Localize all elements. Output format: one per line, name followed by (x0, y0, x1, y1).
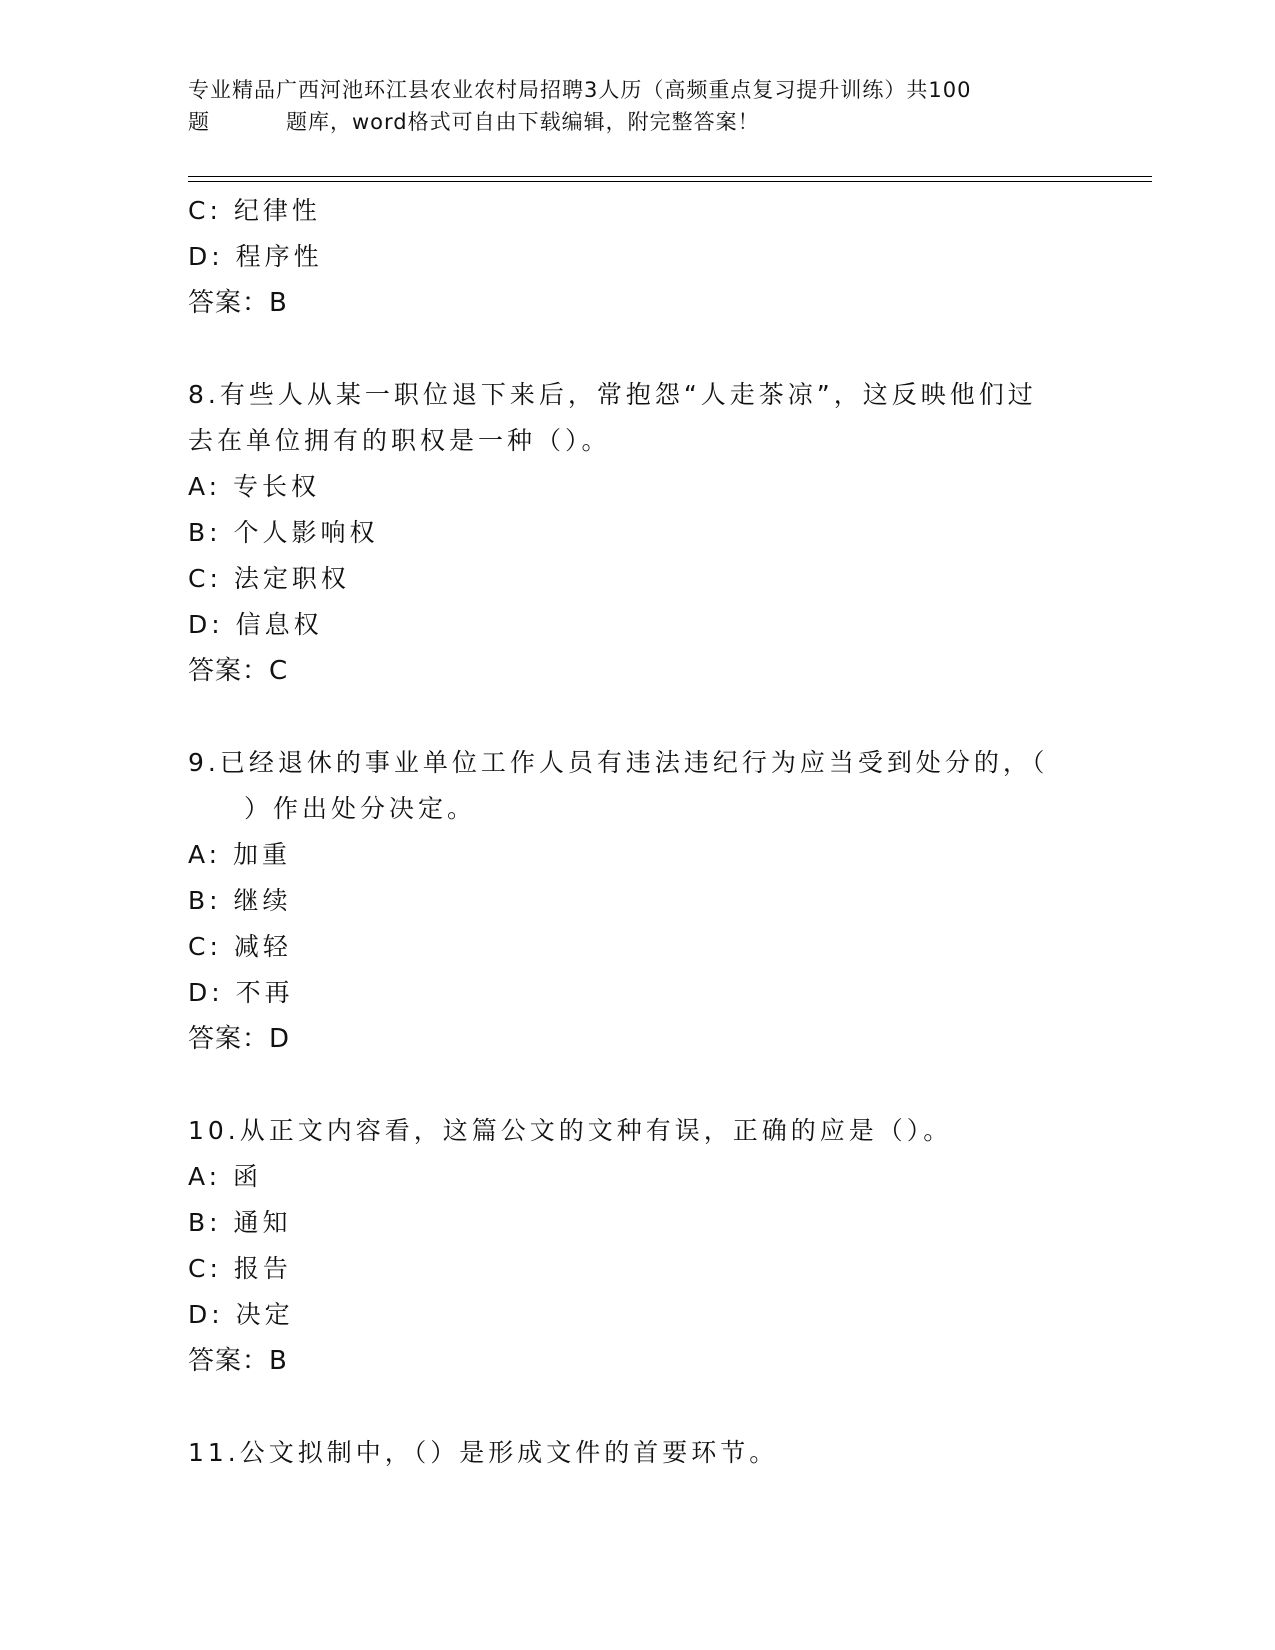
option-d: D: 决定 (188, 1300, 294, 1329)
header-divider-top (188, 176, 1152, 177)
question-8 (188, 372, 1088, 694)
answer-line: 答案：B (188, 1346, 288, 1376)
option-d: D: 不再 (188, 978, 294, 1007)
option-d: D: 信息权 (188, 610, 323, 639)
option-b: B: 通知 (188, 1208, 292, 1237)
question-stem: 8.有些人从某一职位退下来后，常抱怨“人走茶凉”，这反映他们过 (188, 380, 1037, 409)
header-title-line-2-start: 题 (188, 110, 210, 134)
question-stem: 11.公文拟制中，（）是形成文件的首要环节。 (188, 1438, 779, 1467)
option-a: A: 专长权 (188, 472, 321, 501)
question-stem: 10.从正文内容看，这篇公文的文种有误，正确的应是（）。 (188, 1116, 953, 1145)
question-stem-continued: ）作出处分决定。 (244, 794, 477, 823)
option-c: C: 纪律性 (188, 196, 321, 225)
question-10 (188, 1108, 1088, 1384)
question-7-continued (188, 188, 1088, 326)
question-11 (188, 1430, 1088, 1476)
question-list (188, 188, 1088, 1476)
option-d: D: 程序性 (188, 242, 323, 271)
header-title-line-2-end: 题库，word格式可自由下载编辑，附完整答案！ (286, 110, 760, 134)
header-divider-bottom (188, 181, 1152, 182)
option-c: C: 减轻 (188, 932, 292, 961)
question-9 (188, 740, 1088, 1062)
option-c: C: 法定职权 (188, 564, 350, 593)
question-stem-continued: 去在单位拥有的职权是一种（）。 (188, 426, 611, 455)
option-c: C: 报告 (188, 1254, 292, 1283)
answer-line: 答案：C (188, 656, 289, 686)
question-stem: 9.已经退休的事业单位工作人员有违法违纪行为应当受到处分的，（ (188, 748, 1049, 777)
option-a: A: 加重 (188, 840, 292, 869)
header-title-line-2 (188, 106, 1088, 138)
option-b: B: 继续 (188, 886, 292, 915)
page-header (188, 74, 1088, 138)
header-title-line-1: 专业精品广西河池环江县农业农村局招聘3人历（高频重点复习提升训练）共100 (188, 78, 972, 102)
option-a: A: 函 (188, 1162, 263, 1191)
answer-line: 答案：B (188, 288, 288, 318)
option-b: B: 个人影响权 (188, 518, 379, 547)
answer-line: 答案：D (188, 1024, 291, 1054)
